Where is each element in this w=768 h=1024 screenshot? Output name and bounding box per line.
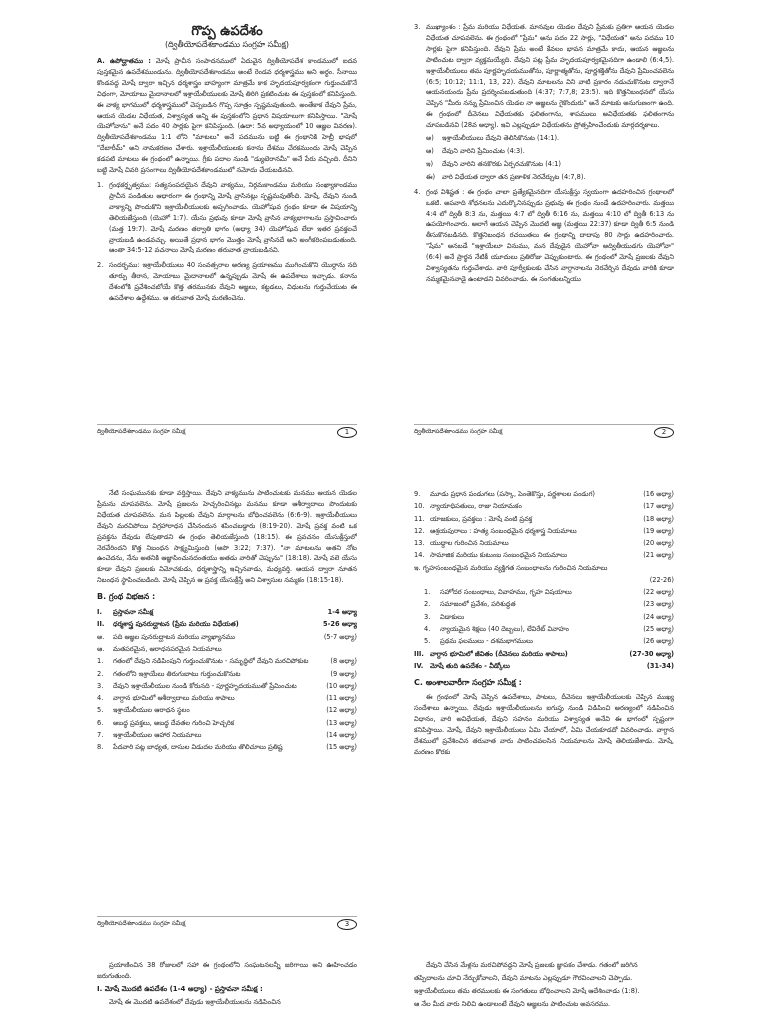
numbered-item [414, 22, 674, 131]
section-c-label: C. అంశాలవారీగా సంగ్రహ సమీక్ష : [414, 678, 522, 688]
toc-row [414, 660, 674, 672]
toc-row [414, 623, 674, 635]
item-number: 4. [414, 187, 421, 196]
sub-item [414, 133, 674, 144]
intro-text: మోషే ప్రాచీన సంపాదనములో ఏదువైన ద్వితీయోపదేశ కాండములో ఐదవ పుస్తకమైన ఉపదేశముండును. ద్వితీయోపదేశకాండము అంటే రెండవ ధర్మశాస్త్రము అని అర్థం. సీనాయి కొండవద్ద మోషే ద్వారా ఇచ్చిన ధర్మశాస్త్రం బాహ్యంగా మాత్రమే కాక హృదయపూర్వకంగా గుర్తుంచుకొనే విధంగా, మోయాబు మైదానాలలో ఇశ్రాయేలీయులకు మోషే తిరిగి ప్రకటించుట ఈ పుస్తకంలో కనిపిస్తుంది. ఈ వాక్య భాగములో ధర్మశాస్త్రములో చెప్పబడిన గొప్ప సూత్రం స్పష్టమవుతుంది. అంతేకాక దేవుని ప్రేమ, ఆయన యెడల విధేయత, విశ్వాస్యత అన్ని ఈ పుస్తకంలోని ప్రధాన విషయాలుగా కనిపిస్తాయి. "మోషే యెహోవాను" అనే పదం 40 సార్లకు పైగా కనిపిస్తుంది. (ఉదా: 5వ అధ్యాయంలో 10 ఆజ్ఞల వివరణ). ద్వితీయోపదేశకాండము 1:1 లోని "మాటలు" అనే పదమును బట్టి ఈ గ్రంథానికి హెబ్రీ భాషలో "దేబారీమ్" అని నామకరణం చేశారు. ఇశ్రాయేలీయులకు కనాను దేశము చేరకముందు మోషే చెప్పిన కడపటి మాటలు ఈ గ్రంథంలో ఉన్నాయి. గ్రీకు పదాల నుండి "డ్యుటెరానమీ" అనే పేరు వచ్చింది. దీనిని బట్టి మోషే చివరి ప్రసంగాలు ద్వితీయోపదేశకాండములో నమోదు చేయబడినవి. [97, 57, 357, 175]
toc-label: మతపరమైన, ఆరాధనపరమైన నియమాలు [113, 644, 222, 653]
toc-label: ప్రస్తావనా సమీక్ష [113, 608, 154, 617]
body-paragraph: నేటి సంఘమునకు కూడా వర్తిస్తాయి. దేవుని వాక్యమును పాటించుటకు మనము ఆయన యెడల ప్రేమను చూపవలెను. మోషే ప్రజలను హెచ్చరించినట్లు మనము కూడా ఆశీర్వాదాలు పొందుటకు విధేయత చూపవలెను. మన పిల్లలకు దేవుని మార్గాలను బోధించవలెను (6:6-9). ఇశ్రాయేలీయులు దేవుని మరచిపోయి విగ్రహారాధన చేసినందున శపించబడ్డారు (8:19-20). మోషే ప్రవక్త వంటి ఒక ప్రవక్తను దేవుడు లేపుతాడని ఈ గ్రంథం తెలియజేస్తుంది (18:15). ఈ ప్రవచనం యేసుక్రీస్తులో నెరవేరిందని కొత్త నిబంధన సాక్ష్యమిస్తుంది (అపొ 3:22; 7:37). "నా మాటలను అతని నోట ఉంచెదను, నేను అతనికి ఆజ్ఞాపించునదంతయు అతడు వారితో చెప్పును" (18:18). మోషే వలె యేసు కూడా దేవుని ప్రజలకు విమోచకుడు, ధర్మశాస్త్రాన్ని ఇచ్చినవాడు, మధ్యవర్తి. ఆయన ద్వారా నూతన నిబంధన స్థాపించబడింది. మోషే చెప్పిన ఆ ప్రవక్త యేసుక్రీస్తే అని విశ్వాసుల నమ్మకం (18:15-18). [97, 489, 357, 585]
toc-row [97, 692, 357, 704]
toc-range: (17 అధ్యా) [643, 502, 674, 511]
sub-item-text: వారి విధేయత ద్వారా తన ప్రణాళిక నెరవేర్చుట (4:7,8). [442, 172, 586, 181]
toc-row [97, 717, 357, 729]
toc-range: (5-7 అధ్యా) [323, 632, 357, 641]
toc-range: (8 అధ్యా) [330, 657, 357, 666]
toc-number: 5. [97, 706, 104, 715]
toc-number: 8. [97, 743, 104, 752]
toc-label: ఇశ్రాయేలీయుల ఆహార నియమాలు [113, 731, 202, 740]
item-number: 2. [97, 261, 104, 270]
toc-number: 13. [414, 539, 425, 548]
toc-row [97, 618, 357, 630]
toc-label: ఇశ్రాయేలీయుల ఆరాధన స్థలం [113, 706, 190, 715]
body-text: తప్పిదాలను చూచి నేర్చుకోవాలని, దేవుని మాటను ఎల్లప్పుడూ గౌరవించాలని చెప్పాడు. [414, 973, 633, 982]
sub-item-text: దేవుని వారిని తనకొరకు ఏర్పరచుకొనుట (4:1) [442, 159, 561, 168]
body-paragraph: ఈ గ్రంథంలో మోషే చెప్పిన ఉపదేశాలు, పాటలు, దీవెనలు ఇశ్రాయేలీయులకు చెప్పిన ముఖ్య సందేశాలు ఉన్నాయి. దేవుడు ఇశ్రాయేలీయులను ఐగుప్తు నుండి విడిపించి అరణ్యంలో నడిపించిన విధానం, వారి అవిధేయత, దేవుని సహనం మరియు విశ్వాస్యత అనేవి ఈ భాగంలో స్పష్టంగా కనిపిస్తాయి. మోషే, దేవుని ఇశ్రాయేలీయులు ఏమి చేయాలో, ఏమి చేయకూడదో వివరించాడు. వాగ్దాన దేశములో ప్రవేశించిన తరువాత వారు పాటించవలసిన నియమాలను మోషే తెలియజేశాడు. మోషే, మరణం కొరకు [414, 693, 674, 756]
toc-number: 6. [97, 718, 104, 727]
toc-range: (9 అధ్యా) [330, 669, 357, 678]
toc-row [97, 680, 357, 692]
toc-label: సహోదర సంబంధాలు, వివాహము, గృహ విషయాలు [440, 588, 572, 597]
numbered-item [414, 187, 674, 285]
toc-row [414, 598, 674, 610]
item-text: గ్రంథ విశిష్టత : ఈ గ్రంథం చాలా ప్రత్యేకమైనదిగా యేసుక్రీస్తు స్వయంగా ఉదహరించిన గ్రంథాలలో ఒకటి. అపవాది శోధనలను ఎదుర్కొనినప్పుడు ప్రభువు ఈ గ్రంథం నుండే ఉదహరించారు. మత్తయి 4:4 లో ద్వితీ 8:3 ను, మత్తయి 4:7 లో ద్వితీ 6:16 ను, మత్తయి 4:10 లో ద్వితీ 6:13 ను ఉపయోగించారు. అలాగే ఆయన చెప్పిన మొదటి ఆజ్ఞ (మత్తయి 22:37) కూడా ద్వితీ 6:5 నుండి తీసుకొనబడినది. కొత్తనిబంధన రచయితలు ఈ గ్రంథాన్ని దాదాపు 80 సార్లు ఉదహరించారు. "షేమ" అనబడే "ఇశ్రాయేలూ వినుము, మన దేవుడైన యెహోవా అద్వితీయుడగు యెహోవా" (6:4) అనే ప్రార్థన నేటికీ యూదులు ప్రతిరోజు చెప్పుకుంటారు. ఈ గ్రంథంలో మోషే ప్రజలకు దేవుని విశ్వాస్యతను గుర్తుచేశాడు. వారి పూర్వీకులకు చేసిన వాగ్దానాలను నెరవేర్చిన దేవుడు వారికి కూడా నమ్మకమైనవాడై ఉంటాడని వివరించాడు. ఈ సంగతులన్నియు [426, 187, 674, 283]
toc-range: (26 అధ్యా) [643, 637, 674, 646]
body-text: ఇశ్రాయేలీయులు తమ తరములకు ఈ సంగతులు బోధించాలని మోషే ఆదేశించాడు (1:8). [414, 986, 640, 995]
body-text: దేవుని చేసిన మేళ్లను మరచిపోవద్దని మోషే ప్రజలకు జ్ఞాపకం చేశాడు. గతంలో జరిగిన [426, 961, 638, 969]
item-text: ముఖ్యాంశం : ప్రేమ మరియు విధేయత. మానవుల యెడల దేవుని ప్రేమకు ప్రతిగా ఆయన యెడల విధేయత చూపవలెను. ఈ గ్రంథంలో "ప్రేమ" అను పదం 22 సార్లు, "విధేయత" అను పదము 10 సార్లకు పైగా కనిపిస్తుంది. దేవుని ప్రేమ అంటే కేవలం భావన మాత్రమే కాదు, ఆయన ఆజ్ఞలను పాటించుట ద్వారా వ్యక్తమయ్యేది. దేవుని పట్ల ప్రేమ హృదయపూర్వకమైనదిగా ఉండాలి (6:4,5). ఇశ్రాయేలీయులు తమ పూర్ణహృదయముతోను, పూర్ణాత్మతోను, పూర్ణశక్తితోను దేవుని ప్రేమించవలెను (6:5; 10:12; 11:1, 13, 22). దేవుని మాటలను విని వాటి ప్రకారం నడుచుకొనుట ద్వారానే ఆయనయందు ప్రేమ ప్రదర్శింపబడుతుంది (4:37; 7:7,8; 23:5). ఇది కొత్తనిబంధనలో యేసు చెప్పిన "మీరు నన్ను ప్రేమించిన యెడల నా ఆజ్ఞలను గైకొందురు" అనే మాటకు అనుగుణంగా ఉంది. ఈ గ్రంథంలో దీవెనలు విధేయతకు ఫలితంగాను, శాపములు అవిధేయతకు ఫలితంగాను చూపబడినవి (28వ అధ్యా). ఇవి ఎల్లప్పుడూ విధేయతను ప్రోత్సహించేందుకు మార్గదర్శకాలు. [426, 23, 674, 130]
toc-number: అ. [97, 632, 105, 641]
item-number: 3. [414, 23, 421, 31]
toc-label: న్యాయమైన శిక్షలు (40 దెబ్బలు), లేవిరేట్ వివాహం [440, 624, 569, 633]
booklet-page-4 [414, 488, 674, 934]
numbered-item [97, 180, 357, 256]
toc-row [414, 586, 674, 598]
subsection-heading [414, 562, 674, 574]
sub-item-text: ఇశ్రాయేలీయులు దేవుని తెలిసికొనుట (14:1). [442, 134, 560, 143]
toc-number: 4. [424, 624, 431, 633]
body-text: మోషే ఈ మొదటి ఉపదేశంలో దేవుడు ఇశ్రాయేలీయులను నడిపించిన [109, 997, 281, 1006]
toc-range: (20 అధ్యా) [643, 539, 674, 548]
toc-row [414, 537, 674, 549]
toc-label: ఆశ్రయపురాలు : హత్య సంబంధమైన ధర్మశాస్త్ర నియమాలు [430, 526, 577, 535]
toc-row [414, 500, 674, 512]
toc-number: 12. [414, 526, 425, 535]
toc-range: (10 అధ్యా) [326, 681, 357, 690]
booklet-page-1 [97, 18, 357, 442]
toc-range: (22 అధ్యా) [643, 588, 674, 597]
sub-item [414, 159, 674, 170]
toc-number: 2. [97, 669, 104, 678]
page-number: 1 [337, 427, 357, 438]
toc-row [97, 704, 357, 716]
item-text: సందర్భము: ఇశ్రాయేలీయులు 40 సంవత్సరాల అరణ్య ప్రయాణము ముగించుకొని యొర్దాను నది తూర్పు తీరాన, మోయాబు మైదానాలలో ఉన్నప్పుడు మోషే ఈ ఉపదేశాలు ఇచ్చాడు. కనాను దేశంలోకి ప్రవేశించబోయే కొత్త తరమునకు దేవుని ఆజ్ఞలు, కట్టడలు, విధులను గుర్తుచేయుట ఈ ఉపదేశాల ఉద్దేశము. ఆ తరువాత మోషే మరణించెను. [109, 261, 357, 303]
toc-row [97, 655, 357, 667]
page-footer [97, 916, 357, 931]
toc-label: వాగ్దాన భూమిలో ఆశీర్వాదాలు మరియు శాపాలు [113, 694, 235, 703]
toc-row [414, 513, 674, 525]
toc-row [97, 643, 357, 655]
toc-number: 1. [97, 657, 104, 666]
subsection-contents [414, 586, 674, 647]
intro-paragraph [97, 56, 357, 176]
toc-row [97, 729, 357, 741]
toc-range: (15 అధ్యా) [326, 743, 357, 752]
toc-label: యాజకులు, ప్రవక్తలు : మోషే వంటి ప్రవక్త [430, 514, 533, 523]
toc-range: (16 అధ్యా) [643, 490, 674, 498]
sub-item-marker: ఆ) [426, 146, 434, 155]
toc-row [97, 668, 357, 680]
table-of-contents-continued [414, 488, 674, 562]
booklet-page-6 [414, 960, 674, 1024]
toc-range: (23 అధ్యా) [643, 600, 674, 609]
toc-range: (13 అధ్యా) [326, 718, 357, 727]
item-number: 1. [97, 180, 104, 189]
table-of-contents [97, 606, 357, 754]
toc-label: వాగ్దాన భూమిలో జీవితం (దీవెనలు మరియు శాపాలు) [430, 649, 568, 658]
booklet-page-2 [414, 18, 674, 442]
section-heading: I. మోషే మొదటి ఉపదేశం (1-4 అధ్యా) - ప్రస్తావనా సమీక్ష : [97, 984, 263, 993]
footer-title: ద్వితీయోపదేశకాండము సంగ్రహ సమీక్ష [97, 427, 186, 435]
toc-number: 7. [97, 731, 104, 740]
toc-range: (12 అధ్యా) [326, 706, 357, 715]
toc-row [414, 648, 674, 660]
main-sections [414, 648, 674, 673]
section-a-label: A. ఉపోద్ఘాతము : [97, 57, 151, 65]
toc-range: (25 అధ్యా) [643, 624, 674, 633]
page-footer [97, 424, 357, 439]
toc-row [414, 549, 674, 561]
toc-row [97, 631, 357, 643]
toc-number: 1. [424, 588, 431, 597]
sub-item-marker: అ) [426, 134, 434, 143]
toc-range: (19 అధ్యా) [643, 526, 674, 535]
toc-label: మోషే తుది ఉపదేశం - వీడ్కోలు [430, 661, 510, 670]
toc-label: గతంలోని ఇశ్రాయేలు తిరుగుబాటు గుర్తుంచుకొనుట [113, 669, 241, 678]
toc-range: (18 అధ్యా) [643, 514, 674, 523]
sub-item-text: దేవుని వారిని ప్రేమించుట (4:3). [442, 146, 525, 155]
toc-label: న్యాయాధిపతులు, రాజు నియామకం [430, 502, 522, 511]
toc-number: I. [97, 608, 102, 617]
toc-row [97, 741, 357, 753]
toc-number: III. [414, 649, 424, 658]
toc-number: 5. [424, 637, 431, 646]
toc-label: విడాకులు [440, 612, 465, 621]
body-text: ప్రయాణించిన 38 రోజులలో సహా ఈ గ్రంథంలోని సంఘటనలన్నీ జరిగాయి అని ఊహించడం జరుగుతుంది. [97, 961, 357, 980]
toc-row [414, 611, 674, 623]
sub-item [414, 146, 674, 157]
toc-number: 4. [97, 694, 104, 703]
page-footer [414, 424, 674, 439]
toc-number: II. [97, 620, 105, 629]
toc-number: 9. [414, 490, 421, 498]
page-number: 2 [654, 427, 674, 438]
booklet-page-3 [97, 488, 357, 934]
toc-label: అబద్ధ ప్రవక్తలు, అబద్ధ దేవతల గురించి హెచ్చరిక [113, 718, 235, 727]
booklet-page-5 [97, 960, 357, 1024]
toc-label: పేదవారి పట్ల బాధ్యత, దాసుల విడుదల మరియు తొలిచూలు ప్రతిష్ట [113, 743, 283, 752]
toc-label: ప్రథమ ఫలములు - దశమభాగములు [440, 637, 533, 646]
document-title: గొప్ప ఉపదేశం [191, 24, 263, 39]
toc-label: యుద్ధాల గురించిన నియమాలు [430, 539, 509, 548]
toc-label: సమాజంలో ప్రవేశం, పరిశుద్ధత [440, 600, 516, 609]
footer-title: ద్వితీయోపదేశకాండము సంగ్రహ సమీక్ష [414, 427, 503, 435]
sub-item-marker: ఇ) [426, 159, 434, 168]
sub-item [414, 172, 674, 183]
toc-label: సామాజిక మరియు కుటుంబ సంబంధమైన నియమాలు [430, 551, 568, 560]
toc-label: గతంలో దేవుని నడిపింపుని గుర్తుంచుకొనుట - సమృద్ధిలో దేవుని మరచిపోకుట [113, 657, 309, 666]
toc-range: (21 అధ్యా) [643, 551, 674, 560]
numbered-item [97, 260, 357, 304]
toc-number: 11. [414, 514, 425, 523]
toc-label: దేవుని ఇశ్రాయేలీయుల నుండి కోరునది - పూర్ణహృదయముతో ప్రేమించుట [113, 681, 297, 690]
footer-title: ద్వితీయోపదేశకాండము సంగ్రహ సమీక్ష [97, 919, 186, 927]
toc-label: ధర్మశాస్త్ర పునరుద్ఘాటన (ప్రేమ మరియు విధేయత) [113, 620, 239, 629]
toc-label: పది ఆజ్ఞల పునరుద్ఘాటన మరియు వ్యాఖ్యానము [113, 632, 236, 641]
toc-range: (31-34) [646, 661, 674, 670]
sub-item-marker: ఈ) [426, 172, 436, 181]
toc-range: (27-30 అధ్యా) [629, 649, 674, 658]
toc-number: 3. [97, 681, 104, 690]
toc-row [97, 606, 357, 618]
toc-range: 1-4 అధ్యా [327, 608, 357, 617]
toc-number: 14. [414, 551, 425, 560]
toc-range: (11 అధ్యా) [326, 694, 357, 703]
toc-row [414, 488, 674, 500]
toc-number: 2. [424, 600, 431, 609]
toc-number: 10. [414, 502, 425, 511]
toc-range: (14 అధ్యా) [326, 731, 357, 740]
toc-number: IV. [414, 661, 424, 670]
toc-range: (24 అధ్యా) [643, 612, 674, 621]
body-text: ఆ నేల మీద వారు నిలిచి ఉండాలంటే దేవుని ఆజ్ఞలను పాటించుట అవసరము. [414, 999, 611, 1008]
item-text: గ్రంథకర్తృత్వము: సత్యసంపదయైన దేవుని వాక్యము, నిర్గమకాండము మరియు సంఖ్యాకాండము ప్రాచీన పండితుల ఆధారంగా ఈ గ్రంథాన్ని మోషే వ్రాసినట్లు స్పష్టమవుతోంది. మోషే, దేవుని నుండి వాక్యాన్ని పొందుకొని ఇశ్రాయేలీయులకు అప్పగించాడు. యెహోషువ గ్రంథం కూడా ఈ విషయాన్ని తెలియజేస్తుంది (యెహో 1:7). యేసు ప్రభువు కూడా మోషే వ్రాసిన వాక్యభాగాలను ప్రస్తావించారు (మత్త 19:7). మోషే మరణం తర్వాతి భాగం (అధ్యా 34) యెహోషువ లేదా ఇతర ప్రవక్తలచే వ్రాయబడి ఉండవచ్చు. అయితే ప్రధాన భాగం మొత్తం మోషే వ్రాసినదే అని అంగీకరింపబడుతుంది. ఆంతా 34:5-12 వచనాలు మోషే మరణం తరువాత వ్రాయబడినవి. [109, 180, 357, 255]
subsection-range: (22-26) [649, 576, 674, 585]
section-b-label: B. గ్రంథ విభజన : [97, 592, 156, 602]
document-subtitle: (ద్వితీయోపదేశకాండము సంగ్రహ సమీక్ష) [164, 40, 290, 49]
toc-row [414, 525, 674, 537]
toc-label: మూడు ప్రధాన పండుగలు (పస్కా, పెంతెకొస్తు, పర్ణశాలల పండుగ) [430, 490, 596, 498]
toc-number: ఆ. [97, 644, 105, 653]
page-number: 3 [337, 919, 357, 930]
toc-range: 5-26 అధ్యా [323, 620, 357, 629]
toc-row [414, 635, 674, 647]
subsection-label: ఇ. గృహసంబంధమైన మరియు వ్యక్తిగత సంబంధాలను గురించిన నియమాలు [414, 563, 608, 572]
toc-number: 3. [424, 612, 431, 621]
